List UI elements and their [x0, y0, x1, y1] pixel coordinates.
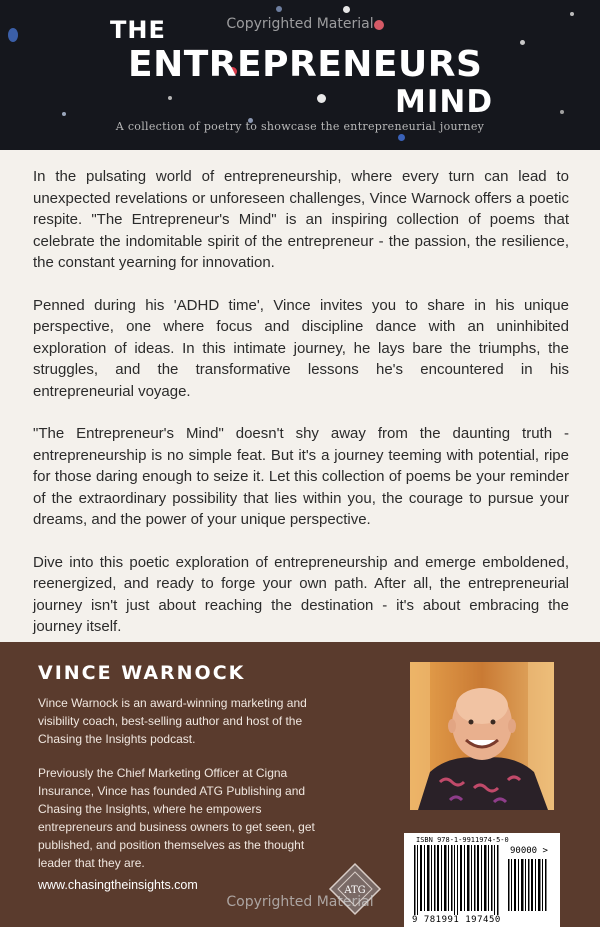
- bokeh-dot: [276, 6, 282, 12]
- author-name: VINCE WARNOCK: [38, 662, 246, 684]
- bokeh-dot: [520, 40, 525, 45]
- price-code: 90000 >: [510, 846, 548, 856]
- author-section: [0, 642, 600, 927]
- title-main: ENTREPRENEURS: [128, 44, 483, 85]
- author-portrait-illustration: [410, 662, 554, 810]
- isbn-label: ISBN 978-1-9911974-5-0: [416, 836, 509, 844]
- title-mind: MIND: [395, 84, 494, 120]
- barcode: [404, 833, 560, 927]
- barcode-bars: [404, 833, 560, 927]
- description-paragraph: "The Entrepreneur's Mind" doesn't shy away from the daunting truth - entrepreneurship is no simple feat. But it's a journey teeming with potential, ripe for those daring enough to seize it. Let this collection of poems be your reminder of the extraordinary possibility that lies within you, the courage to pursue your dreams, and the power of your unique perspective.: [33, 425, 569, 528]
- cover-header: [0, 0, 600, 150]
- book-description: [33, 166, 569, 659]
- bokeh-dot: [398, 134, 405, 141]
- author-bio-paragraph: Vince Warnock is an award-winning marketing and visibility coach, best-selling author and host of the Chasing the Insights podcast.: [38, 696, 307, 746]
- author-website[interactable]: www.chasingtheinsights.com: [38, 878, 198, 892]
- watermark-bottom: Copyrighted Material: [226, 894, 374, 910]
- author-bio: [38, 694, 338, 888]
- description-paragraph: In the pulsating world of entrepreneurship, where every turn can lead to unexpected revelations or unforeseen challenges, Vince Warnock offers a poetic respite. "The Entrepreneur's Mind" is an inspiring collection of poems that celebrate the indomitable spirit of the entrepreneur - the passion, the resilience, the constant yearning for innovation.: [33, 168, 569, 271]
- description-paragraph: Dive into this poetic exploration of entrepreneurship and emerge emboldened, reenergized, and ready to forge your own path. After all, the entrepreneurial journey isn't just about reaching the destination - it's about embracing the journey itself.: [33, 553, 569, 635]
- svg-text:ATG: ATG: [344, 885, 366, 896]
- title-the: THE: [110, 16, 166, 44]
- cover-subtitle: A collection of poetry to showcase the entrepreneurial journey: [115, 120, 485, 133]
- author-photo: [410, 662, 554, 810]
- author-bio-paragraph: Previously the Chief Marketing Officer at Cigna Insurance, Vince has founded ATG Publishing and Chasing the Insights, where he empowers entrepreneurs and business owners to get seen, get published, and position themselves as the thought leader that they are.: [38, 766, 315, 870]
- bokeh-dot: [168, 96, 172, 100]
- description-paragraph: Penned during his 'ADHD time', Vince invites you to share in his unique perspective, one where focus and discipline dance with an uninhibited exploration of ideas. In this intimate journey, he lays bare the triumphs, the struggles, and the transformative lessons he's encountered in his entrepreneurial voyage.: [33, 296, 569, 400]
- bokeh-dot: [317, 94, 326, 103]
- bokeh-dot: [343, 6, 350, 13]
- bokeh-dot: [62, 112, 66, 116]
- barcode-number: 9 781991 197450: [412, 915, 501, 925]
- watermark: Copyrighted Material: [226, 16, 374, 32]
- bokeh-dot: [560, 110, 564, 114]
